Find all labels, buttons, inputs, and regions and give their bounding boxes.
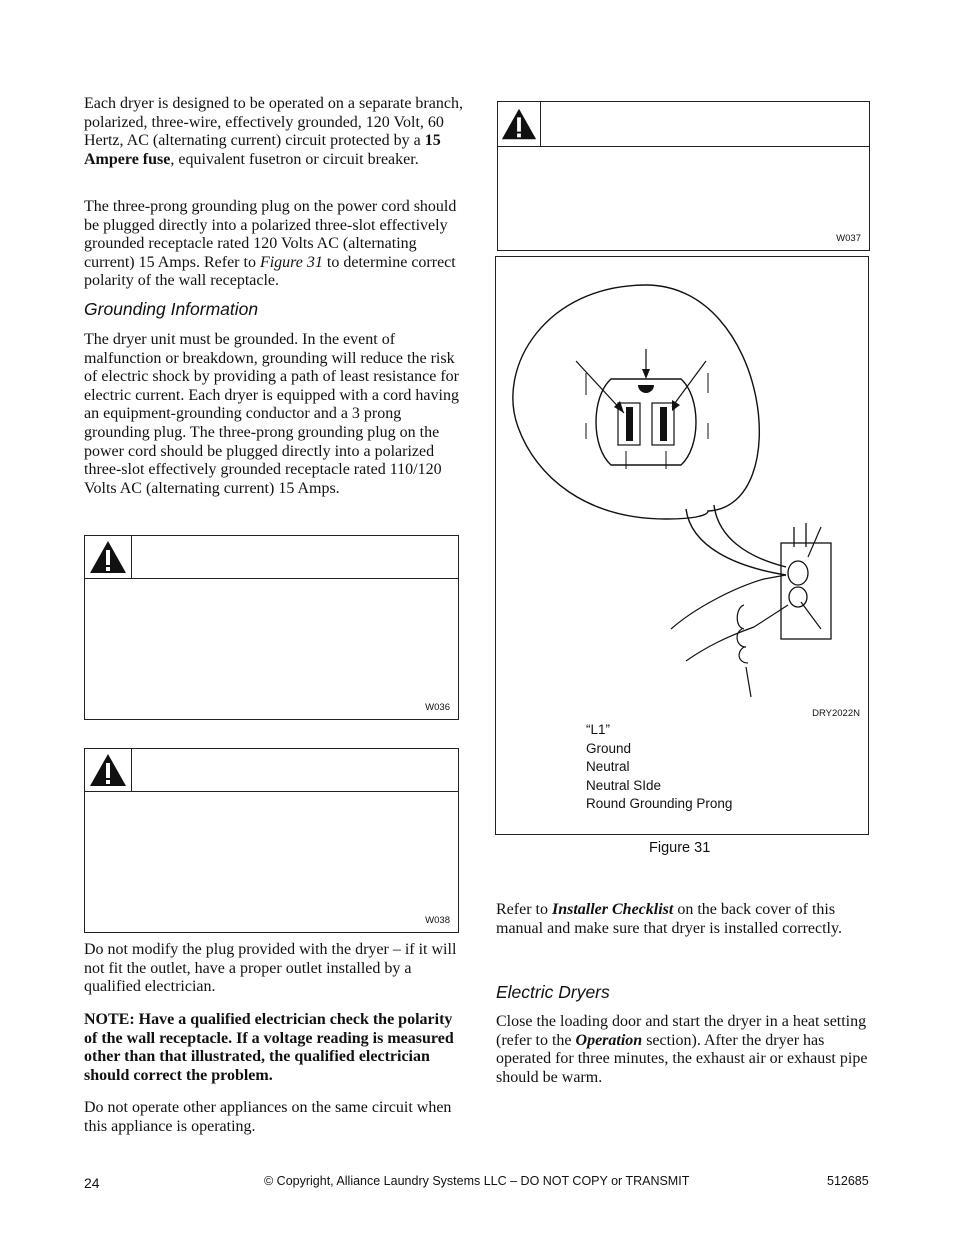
copyright-notice: © Copyright, Alliance Laundry Systems LLC – DO NOT COPY or TRANSMIT — [264, 1174, 690, 1188]
paragraph-plug-instructions: The three-prong grounding plug on the power cord should be plugged directly into a polarized three-slot effectively grounded receptacle rated 120 Volts AC (alternating current) 15 Amps. Refer to Figure 31 to determine correct polarity of the wall receptacle. — [84, 198, 457, 290]
warning-box-w036 — [84, 535, 459, 720]
warning-box-w037 — [497, 101, 870, 251]
warning-box-w038 — [84, 748, 459, 933]
warning-code: W036 — [425, 702, 450, 713]
legend-item: Ground — [586, 740, 632, 756]
warning-header — [498, 102, 869, 147]
installer-checklist-reference: Installer Checklist — [551, 901, 674, 918]
legend-item: Neutral SIde — [586, 777, 662, 793]
paragraph-circuit-requirements: Each dryer is designed to be operated on a separate branch, polarized, three-wire, effectively grounded, 120 Volt, 60 Hertz, AC (alternating current) circuit protected by a 15 Ampere fuse, equivalent fusetron or circuit breaker. — [84, 95, 463, 168]
warning-code: W037 — [836, 233, 861, 244]
paragraph-electric-dryers: Close the loading door and start the dryer in a heat setting (refer to the Operation section). After the dryer has operated for three minutes, the exhaust air or exhaust pipe should be warm. — [496, 1013, 868, 1086]
document-number: 512685 — [827, 1174, 869, 1188]
paragraph-do-not-modify: Do not modify the plug provided with the dryer – if it will not fit the outlet, have a proper outlet installed by a qualified electrician. — [84, 941, 457, 996]
legend-item: Round Grounding Prong — [586, 796, 733, 812]
figure-caption: Figure 31 — [649, 840, 711, 856]
receptacle-polarity-illustration — [496, 257, 868, 697]
page-number: 24 — [84, 1175, 100, 1191]
warning-triangle-icon — [88, 539, 128, 575]
figure-reference: Figure 31 — [259, 253, 323, 271]
heading-electric-dryers: Electric Dryers — [496, 982, 610, 1002]
legend-item: Neutral — [586, 759, 630, 775]
figure-legend — [586, 721, 732, 814]
paragraph-installer-checklist: Refer to Installer Checklist on the back cover of this manual and make sure that dryer is installed correctly. — [496, 901, 842, 937]
fuse-rating: 15 Ampere fuse — [84, 132, 441, 168]
paragraph-same-circuit: Do not operate other appliances on the same circuit when this appliance is operating. — [84, 1099, 452, 1135]
warning-triangle-icon — [88, 752, 128, 788]
warning-header — [85, 749, 458, 792]
heading-grounding-information: Grounding Information — [84, 299, 259, 319]
note-polarity: NOTE: Have a qualified electrician check the polarity of the wall receptacle. If a voltage reading is measured other than that illustrated, the qualified electrician should correct the problem. — [84, 1011, 454, 1084]
warning-code: W038 — [425, 915, 450, 926]
operation-section-reference: Operation — [575, 1031, 643, 1049]
warning-triangle-icon — [500, 106, 538, 142]
paragraph-grounding: The dryer unit must be grounded. In the event of malfunction or breakdown, grounding will reduce the risk of electric shock by providing a path of least resistance for electric current. Each dryer is equipped with a cord having an equipment-grounding conductor and a 3 prong grounding plug. The three-prong grounding plug on the power cord should be plugged directly into a polarized three-slot effectively grounded receptacle rated 110/120 Volts AC (alternating current) 15 Amps. — [84, 331, 459, 497]
legend-item: “L1” — [586, 722, 611, 737]
drawing-code: DRY2022N — [812, 708, 860, 719]
figure-31-box — [495, 256, 869, 835]
warning-header — [85, 536, 458, 579]
